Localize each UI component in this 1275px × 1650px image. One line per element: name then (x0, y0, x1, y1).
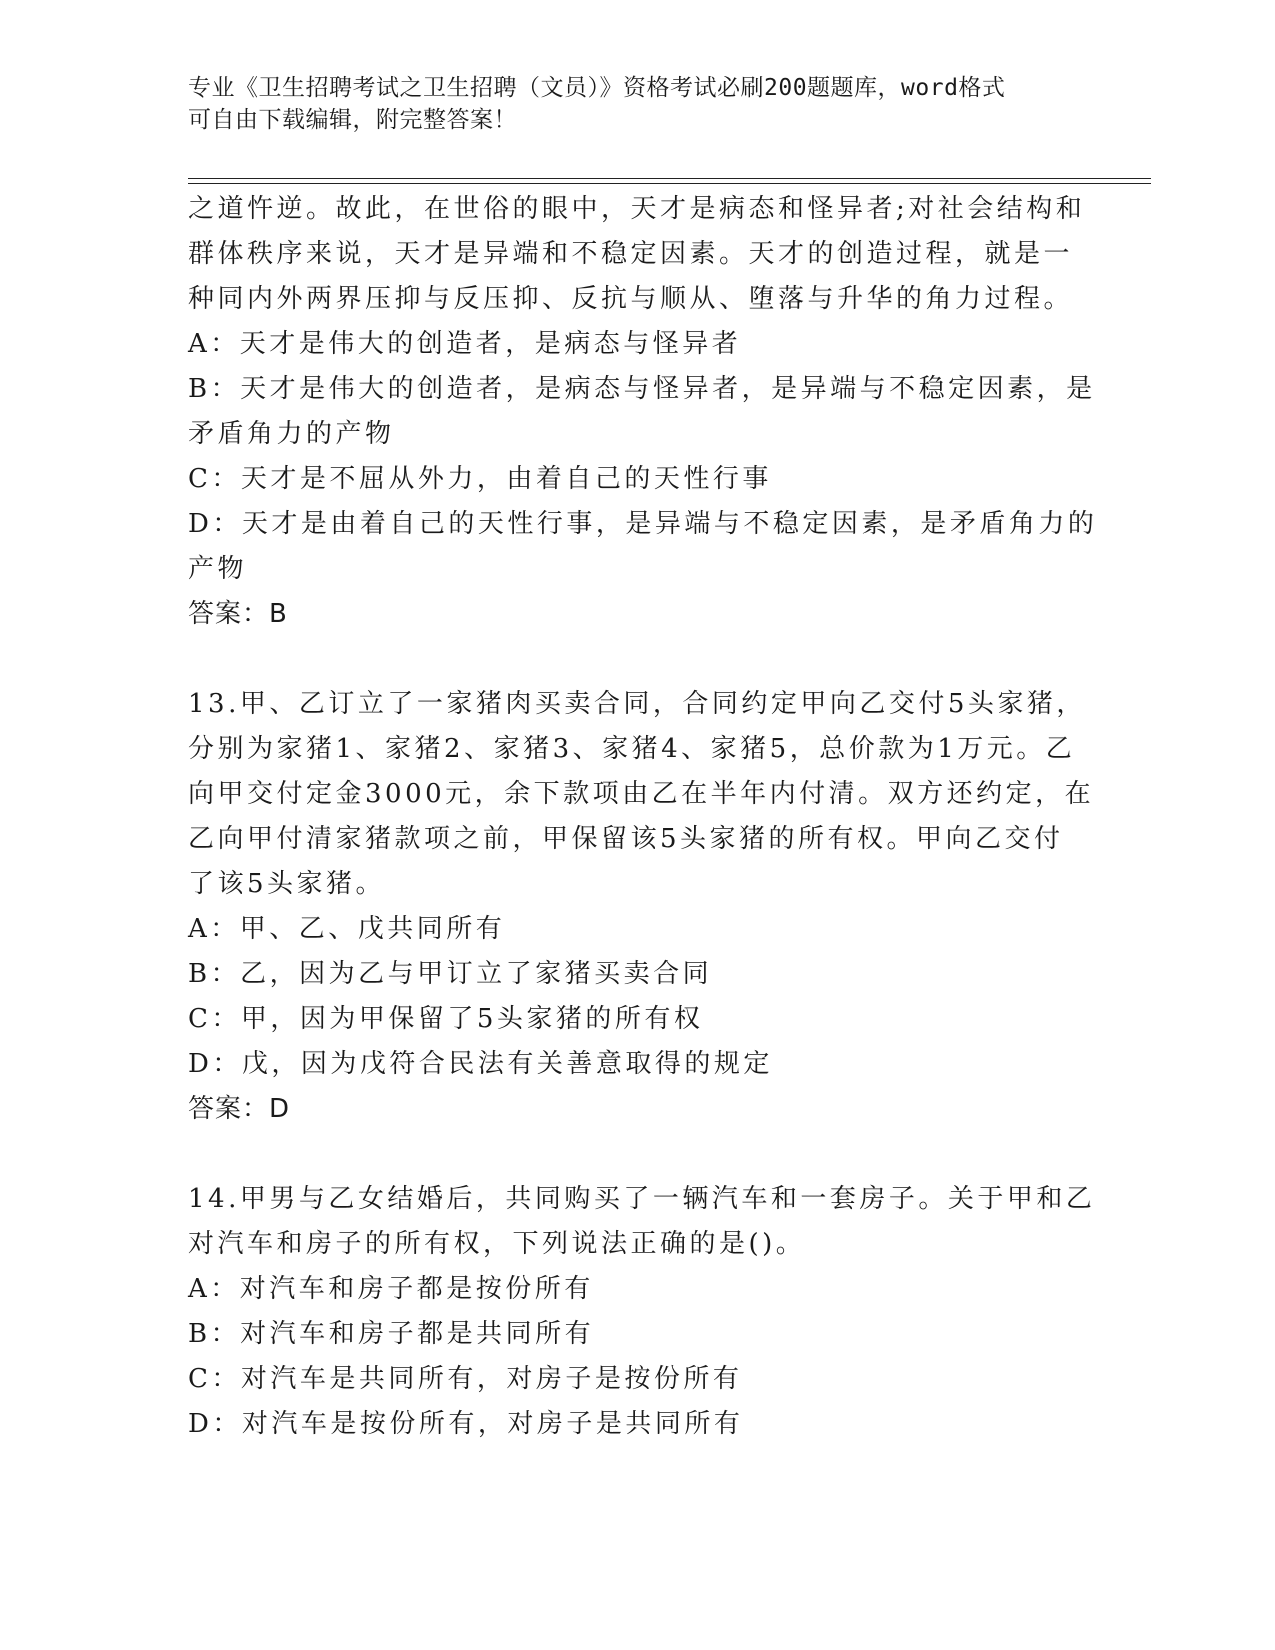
question-14 (188, 1177, 1096, 1447)
document-body (188, 187, 1098, 1447)
question-stem-line: 之道忤逆。故此，在世俗的眼中，天才是病态和怪异者;对社会结构和 (188, 194, 1086, 224)
header-divider-bottom (188, 183, 1151, 184)
question-13 (188, 682, 1095, 1132)
question-stem-line: 对汽车和房子的所有权，下列说法正确的是()。 (188, 1229, 806, 1259)
option-b: B：天才是伟大的创造者，是病态与怪异者，是异端与不稳定因素，是 (188, 374, 1096, 404)
question-stem-line: 分别为家猪1、家猪2、家猪3、家猪4、家猪5，总价款为1万元。乙 (188, 734, 1076, 764)
header-title-line-2: 可自由下载编辑，附完整答案！ (188, 107, 517, 133)
spacer (188, 637, 1088, 682)
answer-label: 答案：D (188, 1094, 291, 1124)
option-b-continued: 矛盾角力的产物 (188, 419, 395, 449)
option-b: B：乙，因为乙与甲订立了家猪买卖合同 (188, 959, 713, 989)
option-c: C：甲，因为甲保留了5头家猪的所有权 (188, 1004, 704, 1034)
option-d-continued: 产物 (188, 554, 248, 584)
question-stem-line: 14.甲男与乙女结婚后，共同购买了一辆汽车和一套房子。关于甲和乙 (188, 1184, 1096, 1214)
option-b: B：对汽车和房子都是共同所有 (188, 1319, 595, 1349)
option-a: A：对汽车和房子都是按份所有 (188, 1274, 594, 1304)
question-stem-line: 乙向甲付清家猪款项之前，甲保留该5头家猪的所有权。甲向乙交付 (188, 824, 1064, 854)
page-header (188, 72, 1088, 136)
question-stem-line: 群体秩序来说，天才是异端和不稳定因素。天才的创造过程，就是一 (188, 239, 1074, 269)
option-a: A：天才是伟大的创造者，是病态与怪异者 (188, 329, 742, 359)
option-d: D：对汽车是按份所有，对房子是共同所有 (188, 1409, 744, 1439)
option-c: C：对汽车是共同所有，对房子是按份所有 (188, 1364, 743, 1394)
question-stem-line: 向甲交付定金3000元，余下款项由乙在半年内付清。双方还约定，在 (188, 779, 1095, 809)
question-stem-line: 种同内外两界压抑与反压抑、反抗与顺从、堕落与升华的角力过程。 (188, 284, 1074, 314)
spacer (188, 1132, 1088, 1177)
option-c: C：天才是不屈从外力，由着自己的天性行事 (188, 464, 772, 494)
question-stem-line: 13.甲、乙订立了一家猪肉买卖合同，合同约定甲向乙交付5头家猪， (188, 689, 1086, 719)
question-12 (188, 187, 1098, 637)
option-d: D：天才是由着自己的天性行事，是异端与不稳定因素，是矛盾角力的 (188, 509, 1098, 539)
answer-label: 答案：B (188, 599, 288, 629)
header-divider-top (188, 178, 1151, 179)
question-stem-line: 了该5头家猪。 (188, 869, 386, 899)
header-title-line-1: 专业《卫生招聘考试之卫生招聘（文员）》资格考试必刷200题题库，word格式 (188, 75, 1006, 101)
option-d: D：戊，因为戊符合民法有关善意取得的规定 (188, 1049, 773, 1079)
option-a: A：甲、乙、戊共同所有 (188, 914, 506, 944)
